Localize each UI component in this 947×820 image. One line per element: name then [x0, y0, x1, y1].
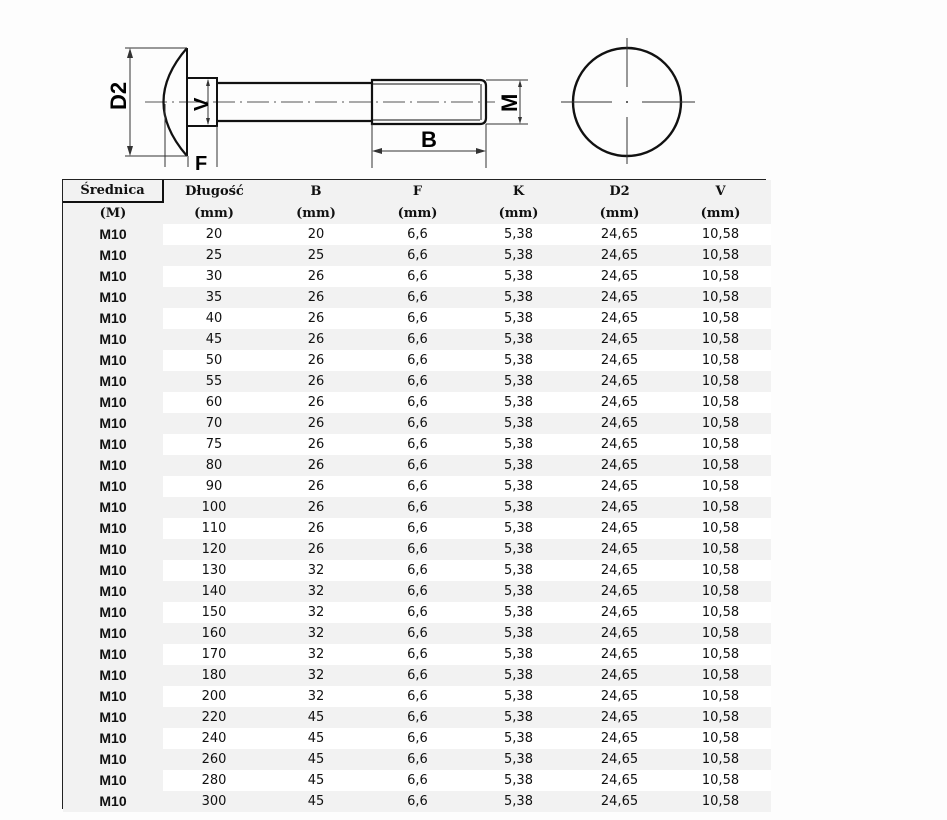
cell-f: 6,6 — [367, 476, 468, 497]
table-row — [63, 413, 771, 434]
table-row — [63, 560, 771, 581]
table-row — [63, 749, 771, 770]
cell-k: 5,38 — [468, 770, 569, 791]
cell-d2: 24,65 — [569, 770, 670, 791]
cell-diameter: M10 — [63, 497, 163, 518]
cell-diameter: M10 — [63, 644, 163, 665]
cell-b: 32 — [265, 560, 367, 581]
cell-d2: 24,65 — [569, 686, 670, 707]
cell-length: 40 — [163, 308, 265, 329]
cell-b: 26 — [265, 329, 367, 350]
cell-length: 20 — [163, 224, 265, 245]
unit-d2: (mm) — [569, 202, 670, 224]
cell-k: 5,38 — [468, 245, 569, 266]
cell-d2: 24,65 — [569, 728, 670, 749]
cell-f: 6,6 — [367, 371, 468, 392]
table-row — [63, 266, 771, 287]
dimensions-table — [63, 180, 771, 812]
cell-b: 26 — [265, 497, 367, 518]
table-row — [63, 602, 771, 623]
cell-k: 5,38 — [468, 497, 569, 518]
cell-k: 5,38 — [468, 602, 569, 623]
cell-b: 32 — [265, 581, 367, 602]
cell-b: 32 — [265, 623, 367, 644]
cell-b: 26 — [265, 371, 367, 392]
cell-k: 5,38 — [468, 287, 569, 308]
label-f: F — [195, 153, 208, 175]
table-row — [63, 287, 771, 308]
cell-f: 6,6 — [367, 749, 468, 770]
cell-d2: 24,65 — [569, 707, 670, 728]
cell-v: 10,58 — [670, 308, 771, 329]
table-body — [63, 224, 771, 812]
table-row — [63, 791, 771, 812]
cell-d2: 24,65 — [569, 497, 670, 518]
cell-f: 6,6 — [367, 623, 468, 644]
cell-diameter: M10 — [63, 749, 163, 770]
cell-f: 6,6 — [367, 686, 468, 707]
cell-length: 260 — [163, 749, 265, 770]
cell-length: 150 — [163, 602, 265, 623]
cell-v: 10,58 — [670, 581, 771, 602]
cell-k: 5,38 — [468, 224, 569, 245]
cell-length: 55 — [163, 371, 265, 392]
header-diameter: Średnica — [63, 180, 163, 202]
table-row — [63, 434, 771, 455]
cell-b: 26 — [265, 350, 367, 371]
cell-d2: 24,65 — [569, 434, 670, 455]
cell-length: 220 — [163, 707, 265, 728]
cell-b: 32 — [265, 686, 367, 707]
header-v: V — [670, 180, 771, 202]
cell-length: 240 — [163, 728, 265, 749]
cell-k: 5,38 — [468, 560, 569, 581]
bolt-technical-drawing — [0, 0, 947, 180]
cell-b: 26 — [265, 518, 367, 539]
cell-k: 5,38 — [468, 476, 569, 497]
cell-f: 6,6 — [367, 413, 468, 434]
cell-diameter: M10 — [63, 539, 163, 560]
cell-d2: 24,65 — [569, 392, 670, 413]
cell-d2: 24,65 — [569, 560, 670, 581]
cell-v: 10,58 — [670, 665, 771, 686]
table-row — [63, 581, 771, 602]
cell-length: 80 — [163, 455, 265, 476]
cell-length: 35 — [163, 287, 265, 308]
cell-length: 120 — [163, 539, 265, 560]
cell-k: 5,38 — [468, 350, 569, 371]
cell-v: 10,58 — [670, 224, 771, 245]
cell-d2: 24,65 — [569, 476, 670, 497]
unit-k: (mm) — [468, 202, 569, 224]
cell-k: 5,38 — [468, 329, 569, 350]
cell-v: 10,58 — [670, 413, 771, 434]
cell-diameter: M10 — [63, 560, 163, 581]
cell-k: 5,38 — [468, 728, 569, 749]
cell-b: 26 — [265, 287, 367, 308]
cell-b: 32 — [265, 602, 367, 623]
cell-b: 26 — [265, 392, 367, 413]
cell-length: 180 — [163, 665, 265, 686]
cell-f: 6,6 — [367, 707, 468, 728]
cell-b: 45 — [265, 770, 367, 791]
cell-d2: 24,65 — [569, 266, 670, 287]
cell-v: 10,58 — [670, 560, 771, 581]
cell-f: 6,6 — [367, 665, 468, 686]
unit-length: (mm) — [163, 202, 265, 224]
cell-diameter: M10 — [63, 602, 163, 623]
cell-b: 25 — [265, 245, 367, 266]
cell-v: 10,58 — [670, 644, 771, 665]
cell-k: 5,38 — [468, 539, 569, 560]
cell-diameter: M10 — [63, 476, 163, 497]
cell-diameter: M10 — [63, 329, 163, 350]
cell-d2: 24,65 — [569, 413, 670, 434]
cell-v: 10,58 — [670, 497, 771, 518]
table-row — [63, 350, 771, 371]
cell-v: 10,58 — [670, 287, 771, 308]
cell-length: 280 — [163, 770, 265, 791]
cell-v: 10,58 — [670, 770, 771, 791]
cell-b: 45 — [265, 707, 367, 728]
cell-v: 10,58 — [670, 518, 771, 539]
cell-diameter: M10 — [63, 791, 163, 812]
cell-length: 75 — [163, 434, 265, 455]
table-row — [63, 770, 771, 791]
cell-diameter: M10 — [63, 728, 163, 749]
cell-b: 26 — [265, 413, 367, 434]
table-row — [63, 539, 771, 560]
cell-f: 6,6 — [367, 602, 468, 623]
cell-k: 5,38 — [468, 308, 569, 329]
cell-d2: 24,65 — [569, 581, 670, 602]
cell-f: 6,6 — [367, 770, 468, 791]
cell-length: 50 — [163, 350, 265, 371]
cell-length: 140 — [163, 581, 265, 602]
cell-k: 5,38 — [468, 791, 569, 812]
table-row — [63, 518, 771, 539]
table-row — [63, 371, 771, 392]
header-k: K — [468, 180, 569, 202]
table-row — [63, 728, 771, 749]
cell-v: 10,58 — [670, 791, 771, 812]
cell-length: 45 — [163, 329, 265, 350]
cell-d2: 24,65 — [569, 749, 670, 770]
cell-v: 10,58 — [670, 392, 771, 413]
label-m: M — [497, 93, 522, 112]
table-row — [63, 497, 771, 518]
table-row — [63, 707, 771, 728]
header-f: F — [367, 180, 468, 202]
cell-k: 5,38 — [468, 434, 569, 455]
cell-v: 10,58 — [670, 686, 771, 707]
cell-d2: 24,65 — [569, 329, 670, 350]
cell-diameter: M10 — [63, 392, 163, 413]
cell-diameter: M10 — [63, 371, 163, 392]
cell-length: 170 — [163, 644, 265, 665]
cell-k: 5,38 — [468, 686, 569, 707]
cell-f: 6,6 — [367, 539, 468, 560]
cell-b: 26 — [265, 476, 367, 497]
cell-diameter: M10 — [63, 413, 163, 434]
cell-v: 10,58 — [670, 371, 771, 392]
cell-d2: 24,65 — [569, 245, 670, 266]
cell-d2: 24,65 — [569, 518, 670, 539]
header-d2: D2 — [569, 180, 670, 202]
cell-v: 10,58 — [670, 602, 771, 623]
cell-diameter: M10 — [63, 455, 163, 476]
table-row — [63, 392, 771, 413]
cell-b: 32 — [265, 665, 367, 686]
cell-d2: 24,65 — [569, 455, 670, 476]
cell-v: 10,58 — [670, 455, 771, 476]
cell-v: 10,58 — [670, 728, 771, 749]
cell-b: 26 — [265, 455, 367, 476]
unit-v: (mm) — [670, 202, 771, 224]
cell-d2: 24,65 — [569, 602, 670, 623]
cell-f: 6,6 — [367, 728, 468, 749]
cell-b: 45 — [265, 791, 367, 812]
cell-v: 10,58 — [670, 245, 771, 266]
table-row — [63, 329, 771, 350]
cell-diameter: M10 — [63, 245, 163, 266]
table-row — [63, 644, 771, 665]
header-row-names — [63, 180, 771, 202]
cell-b: 26 — [265, 539, 367, 560]
table-row — [63, 245, 771, 266]
cell-v: 10,58 — [670, 749, 771, 770]
cell-k: 5,38 — [468, 665, 569, 686]
label-b: B — [421, 127, 437, 152]
cell-k: 5,38 — [468, 644, 569, 665]
cell-d2: 24,65 — [569, 371, 670, 392]
cell-diameter: M10 — [63, 266, 163, 287]
cell-k: 5,38 — [468, 707, 569, 728]
cell-f: 6,6 — [367, 791, 468, 812]
cell-diameter: M10 — [63, 686, 163, 707]
cell-k: 5,38 — [468, 392, 569, 413]
cell-b: 32 — [265, 644, 367, 665]
header-row-units — [63, 202, 771, 224]
label-v: V — [191, 97, 213, 111]
cell-f: 6,6 — [367, 224, 468, 245]
cell-f: 6,6 — [367, 350, 468, 371]
cell-k: 5,38 — [468, 518, 569, 539]
cell-k: 5,38 — [468, 749, 569, 770]
cell-v: 10,58 — [670, 539, 771, 560]
cell-b: 45 — [265, 728, 367, 749]
cell-f: 6,6 — [367, 434, 468, 455]
cell-k: 5,38 — [468, 581, 569, 602]
cell-d2: 24,65 — [569, 665, 670, 686]
cell-diameter: M10 — [63, 665, 163, 686]
cell-d2: 24,65 — [569, 287, 670, 308]
cell-length: 110 — [163, 518, 265, 539]
cell-length: 90 — [163, 476, 265, 497]
cell-f: 6,6 — [367, 392, 468, 413]
cell-k: 5,38 — [468, 266, 569, 287]
cell-d2: 24,65 — [569, 791, 670, 812]
cell-diameter: M10 — [63, 308, 163, 329]
cell-f: 6,6 — [367, 329, 468, 350]
cell-diameter: M10 — [63, 770, 163, 791]
cell-length: 30 — [163, 266, 265, 287]
cell-diameter: M10 — [63, 518, 163, 539]
cell-diameter: M10 — [63, 434, 163, 455]
cell-f: 6,6 — [367, 245, 468, 266]
cell-length: 200 — [163, 686, 265, 707]
unit-b: (mm) — [265, 202, 367, 224]
cell-d2: 24,65 — [569, 644, 670, 665]
cell-d2: 24,65 — [569, 224, 670, 245]
cell-v: 10,58 — [670, 329, 771, 350]
cell-diameter: M10 — [63, 287, 163, 308]
cell-diameter: M10 — [63, 350, 163, 371]
cell-f: 6,6 — [367, 287, 468, 308]
cell-v: 10,58 — [670, 623, 771, 644]
cell-f: 6,6 — [367, 266, 468, 287]
cell-length: 130 — [163, 560, 265, 581]
cell-f: 6,6 — [367, 581, 468, 602]
table-row — [63, 665, 771, 686]
cell-v: 10,58 — [670, 434, 771, 455]
cell-f: 6,6 — [367, 497, 468, 518]
cell-length: 70 — [163, 413, 265, 434]
cell-diameter: M10 — [63, 623, 163, 644]
cell-k: 5,38 — [468, 371, 569, 392]
cell-length: 300 — [163, 791, 265, 812]
cell-length: 60 — [163, 392, 265, 413]
cell-d2: 24,65 — [569, 350, 670, 371]
table-row — [63, 623, 771, 644]
cell-f: 6,6 — [367, 308, 468, 329]
cell-b: 20 — [265, 224, 367, 245]
table-row — [63, 308, 771, 329]
table-row — [63, 476, 771, 497]
cell-v: 10,58 — [670, 266, 771, 287]
cell-f: 6,6 — [367, 644, 468, 665]
table-row — [63, 455, 771, 476]
unit-f: (mm) — [367, 202, 468, 224]
cell-k: 5,38 — [468, 623, 569, 644]
label-d2: D2 — [106, 81, 131, 110]
cell-f: 6,6 — [367, 518, 468, 539]
cell-b: 26 — [265, 308, 367, 329]
cell-v: 10,58 — [670, 476, 771, 497]
cell-k: 5,38 — [468, 413, 569, 434]
table-row — [63, 224, 771, 245]
cell-k: 5,38 — [468, 455, 569, 476]
cell-b: 45 — [265, 749, 367, 770]
cell-v: 10,58 — [670, 707, 771, 728]
cell-length: 25 — [163, 245, 265, 266]
cell-f: 6,6 — [367, 455, 468, 476]
cell-length: 100 — [163, 497, 265, 518]
header-length: Długość — [163, 180, 265, 202]
cell-d2: 24,65 — [569, 623, 670, 644]
cell-length: 160 — [163, 623, 265, 644]
cell-diameter: M10 — [63, 581, 163, 602]
table-row — [63, 686, 771, 707]
spec-table — [62, 179, 766, 809]
cell-b: 26 — [265, 266, 367, 287]
cell-b: 26 — [265, 434, 367, 455]
cell-diameter: M10 — [63, 707, 163, 728]
cell-f: 6,6 — [367, 560, 468, 581]
cell-d2: 24,65 — [569, 539, 670, 560]
cell-v: 10,58 — [670, 350, 771, 371]
cell-diameter: M10 — [63, 224, 163, 245]
unit-diameter: (M) — [63, 202, 163, 224]
cell-d2: 24,65 — [569, 308, 670, 329]
header-b: B — [265, 180, 367, 202]
bolt-end-view — [561, 38, 695, 164]
